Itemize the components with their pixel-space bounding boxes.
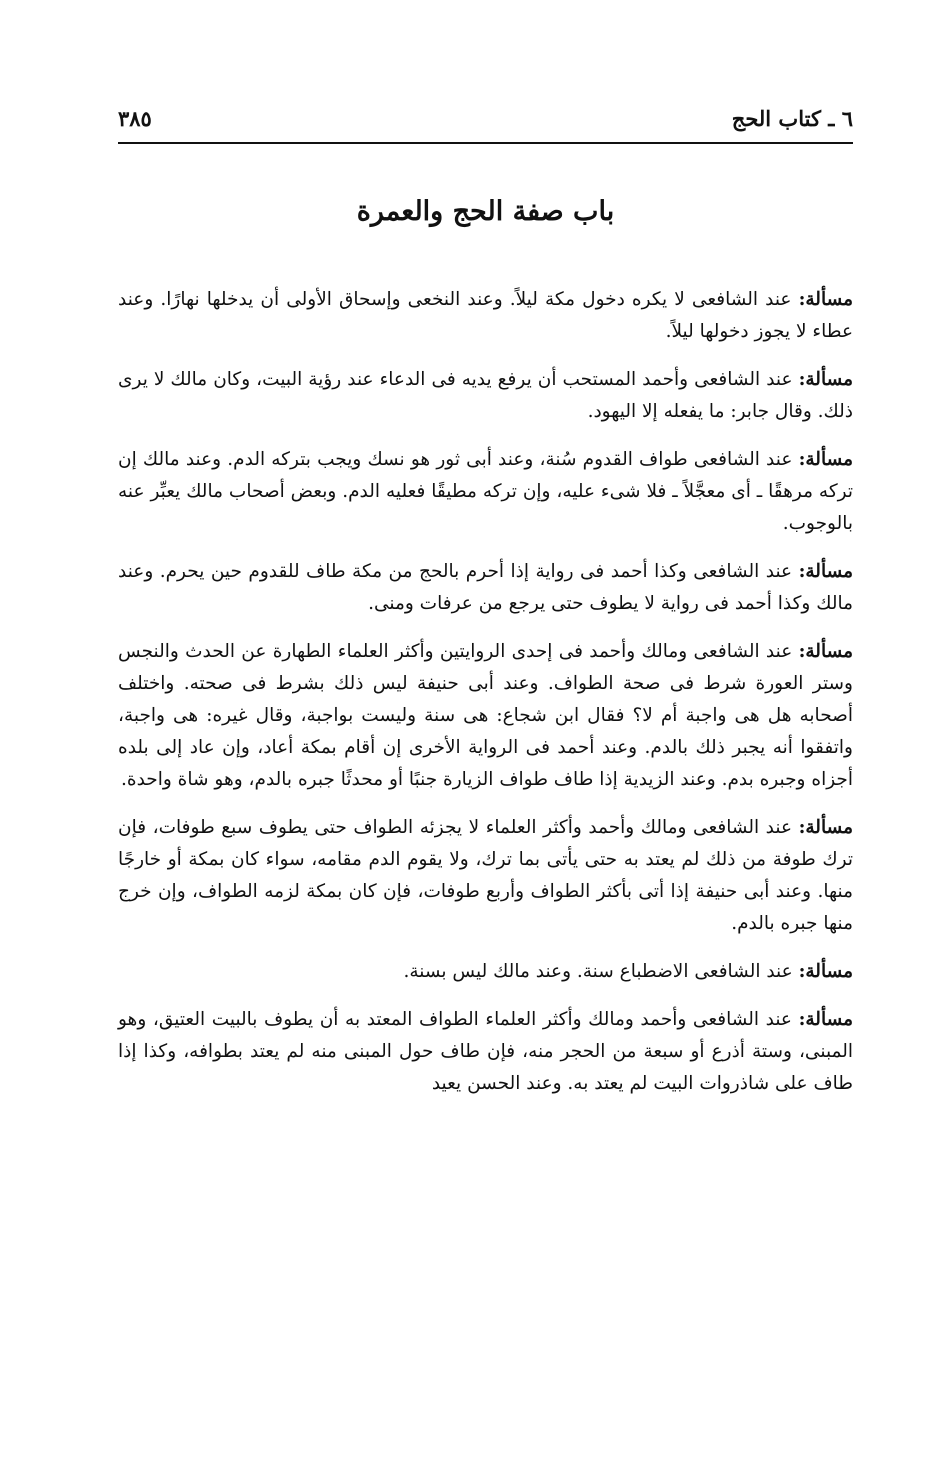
paragraph-label: مسألة: xyxy=(798,1009,853,1030)
paragraph-text: عند الشافعى ومالك وأحمد وأكثر العلماء لا يجزئه الطواف حتى يطوف سبع طوفات، فإن ترك طوفة من ذلك لم يعتد به حتى يأتى بما ترك، ولا يقوم الدم مقامه، سواء كان بمكة أو خارجًا منها. وعند أبى حنيفة إذا أتى بأكثر الطواف وأربع طوفات، فإن كان بمكة لزمه الطواف، وإن خرج منها جبره بالدم. xyxy=(118,817,853,934)
paragraph xyxy=(118,812,853,940)
paragraph xyxy=(118,556,853,620)
paragraph-text: عند الشافعى ومالك وأحمد فى إحدى الروايتين وأكثر العلماء الطهارة عن الحدث والنجس وستر العورة شرط فى صحة الطواف. وعند أبى حنيفة ليس ذلك بشرط فى صحته. واختلف أصحابه هل هى واجبة أم لا؟ فقال ابن شجاع: هى سنة وليست بواجبة، وقال غيره: هى واجبة، واتفقوا أنه يجبر ذلك بالدم. وعند أحمد فى الرواية الأخرى إن أقام بمكة أعاد، وإن عاد إلى بلده أجزاه وجبره بدم. وعند الزيدية إذا طاف طواف الزيارة جنبًا أو محدثًا جبره بالدم، وهو شاة واحدة. xyxy=(118,641,853,790)
paragraph-label: مسألة: xyxy=(798,817,853,838)
paragraph-label: مسألة: xyxy=(798,369,853,390)
paragraph xyxy=(118,284,853,348)
page-body xyxy=(118,284,853,1100)
paragraph-text: عند الشافعى وأحمد المستحب أن يرفع يديه فى الدعاء عند رؤية البيت، وكان مالك لا يرى ذلك. وقال جابر: ما يفعله إلا اليهود. xyxy=(118,369,853,422)
paragraph-label: مسألة: xyxy=(798,289,853,310)
header-rule xyxy=(118,142,853,144)
page-header xyxy=(118,100,853,144)
paragraph-text: عند الشافعى الاضطباع سنة. وعند مالك ليس بسنة. xyxy=(403,961,799,982)
paragraph xyxy=(118,636,853,796)
paragraph-label: مسألة: xyxy=(798,961,853,982)
paragraph xyxy=(118,956,853,988)
paragraph-text: عند الشافعى لا يكره دخول مكة ليلاً. وعند النخعى وإسحاق الأولى أن يدخلها نهارًا. وعند عطاء لا يجوز دخولها ليلاً. xyxy=(118,289,853,342)
paragraph-text: عند الشافعى وكذا أحمد فى رواية إذا أحرم بالحج من مكة طاف للقدوم حين يحرم. وعند مالك وكذا أحمد فى رواية لا يطوف حتى يرجع من عرفات ومنى. xyxy=(118,561,853,614)
paragraph-text: عند الشافعى وأحمد ومالك وأكثر العلماء الطواف المعتد به أن يطوف بالبيت العتيق، وهو المبنى، وستة أذرع أو سبعة من الحجر منه، فإن طاف حول المبنى منه لم يعتد بطوافه، وكذا إذا طاف على شاذروات البيت لم يعتد به. وعند الحسن يعيد xyxy=(118,1009,853,1094)
chapter-title: باب صفة الحج والعمرة xyxy=(356,196,615,227)
paragraph-label: مسألة: xyxy=(798,561,853,582)
paragraph xyxy=(118,364,853,428)
running-header-title: ٦ ـ كتاب الحج xyxy=(731,106,853,131)
page-number: ٣٨٥ xyxy=(118,106,152,131)
paragraph xyxy=(118,1004,853,1100)
paragraph-text: عند الشافعى طواف القدوم سُنة، وعند أبى ثور هو نسك ويجب بتركه الدم. وعند مالك إن تركه مرهقًا ـ أى معجَّلاً ـ فلا شىء عليه، وإن تركه مطيقًا فعليه الدم. وبعض أصحاب مالك يعبِّر عنه بالوجوب. xyxy=(118,449,853,534)
paragraph-label: مسألة: xyxy=(798,641,853,662)
paragraph xyxy=(118,444,853,540)
paragraph-label: مسألة: xyxy=(798,449,853,470)
